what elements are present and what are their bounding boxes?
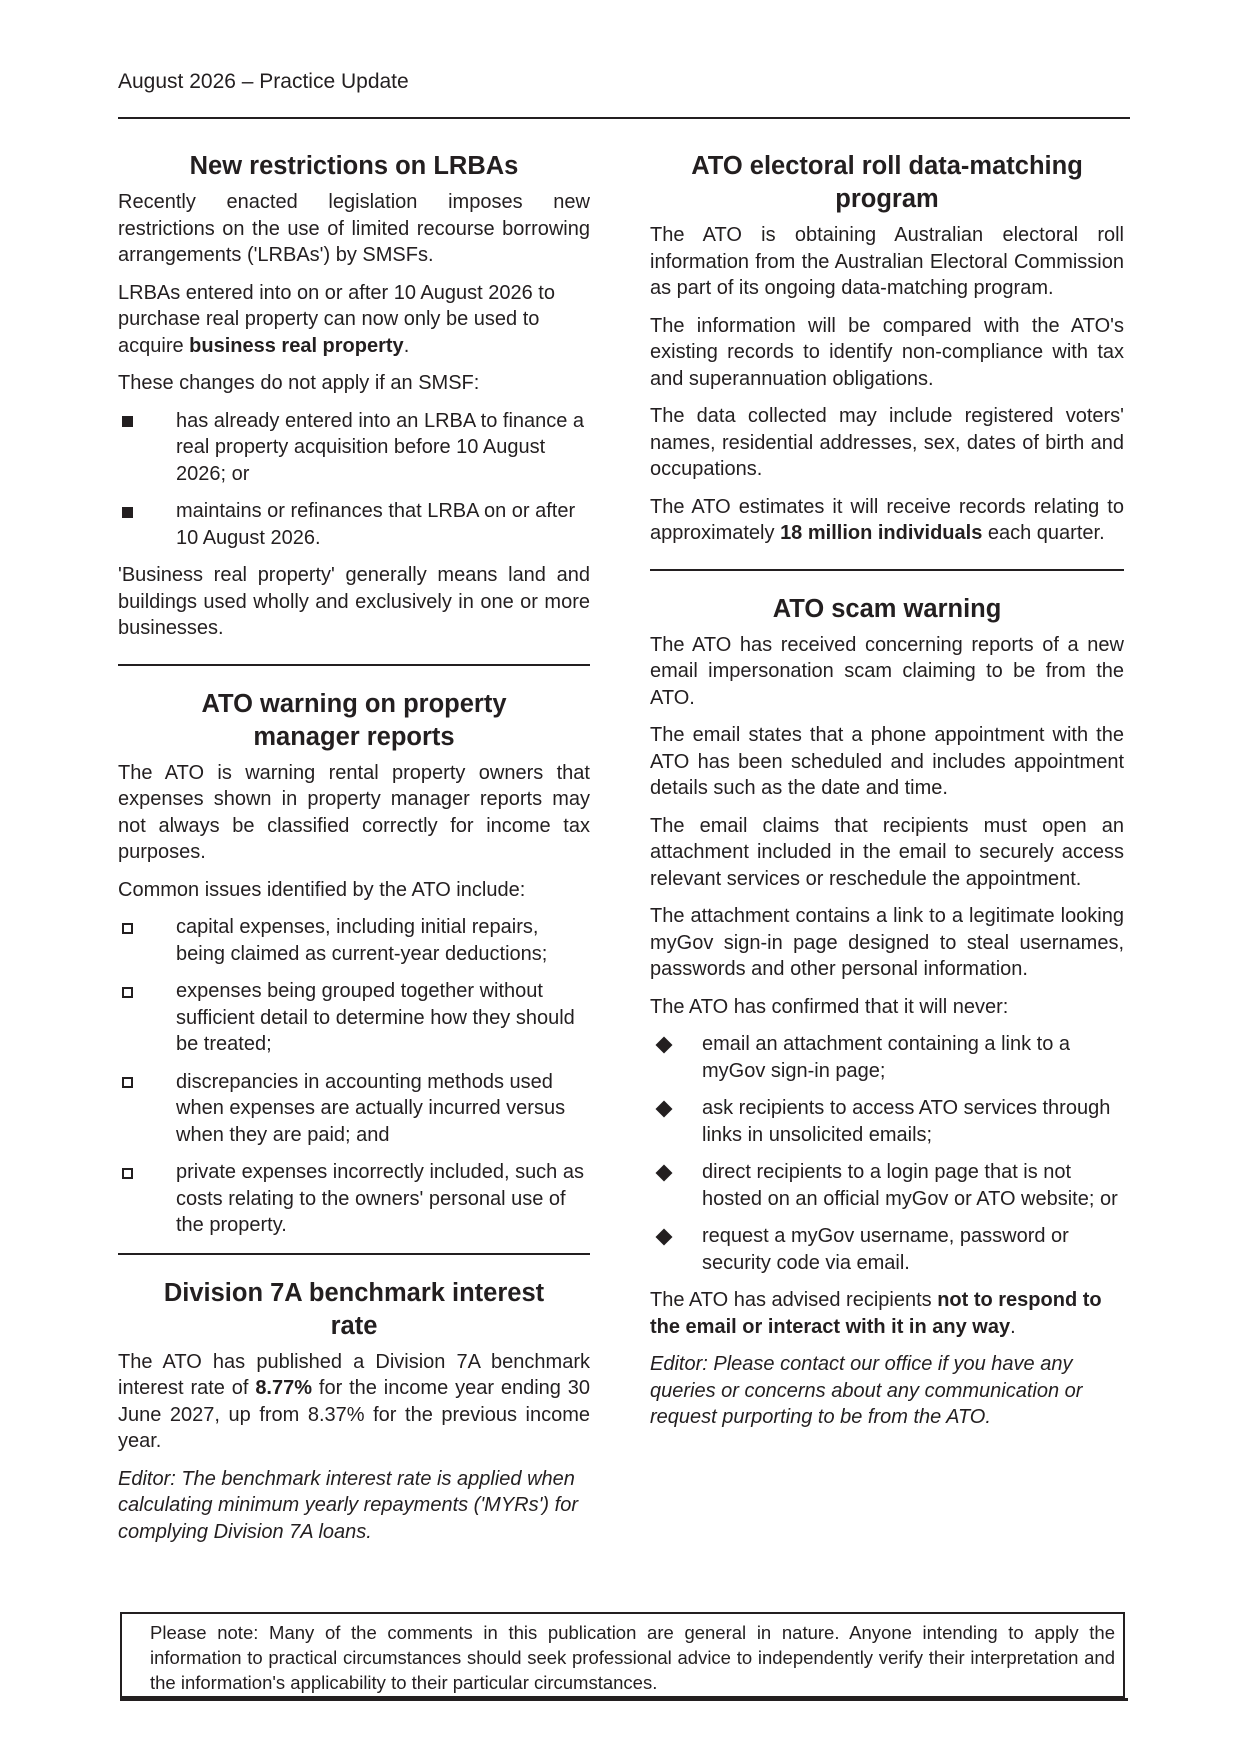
div7a-title: [118, 1277, 590, 1343]
checkbox-bullet-icon: [118, 914, 176, 967]
left-column: [118, 150, 590, 1556]
electoral-title-line-2: program: [835, 185, 939, 213]
list-item-text: capital expenses, including initial repairs, being claimed as current-year deductions;: [176, 916, 548, 965]
electoral-p4-bold: 18 million individuals: [780, 522, 983, 544]
property-title: [118, 688, 590, 754]
list-item: [650, 1223, 1124, 1276]
list-item: [118, 914, 590, 967]
electoral-title: [650, 150, 1124, 216]
list-item-text: email an attachment containing a link to a myGov sign-in page;: [702, 1033, 1070, 1082]
property-title-line-2: manager reports: [253, 722, 455, 751]
scam-p6-bold: not to respond to the email or interact with it in any way: [650, 1289, 1102, 1338]
electoral-paragraph-1: The ATO is obtaining Australian electoral roll information from the Australian Electoral Commission as part of its ongoing data-matching program.: [650, 224, 1124, 299]
diamond-bullet-icon: [650, 1159, 702, 1212]
electoral-paragraph-2: The information will be compared with the ATO's existing records to identify non-compliance with tax and superannuation obligations.: [650, 314, 1124, 390]
div7a-p1-end: for the income year ending 30 June 2027, up from 8.37% for the previous income year.: [118, 1377, 590, 1452]
electoral-paragraph-4: [650, 494, 1124, 547]
disclaimer-box: Please note: Many of the comments in this publication are general in nature. Anyone intending to apply the information to practical circumstances should seek professional advice to independently verify their interpretation and the information's applicability to their particular circumstances.: [120, 1612, 1125, 1698]
scam-title: ATO scam warning: [772, 594, 1002, 623]
scam-article: [650, 593, 1124, 1431]
scam-editor-note: Editor: Please contact our office if you have any queries or concerns about any communication or request purporting to be from the ATO.: [650, 1353, 1083, 1428]
electoral-p4-end: each quarter.: [982, 522, 1105, 544]
electoral-p4-text: The ATO estimates it will receive records relating to approximately: [650, 495, 1124, 544]
lrba-article: [118, 150, 590, 642]
div7a-p1-text: The ATO has published a Division 7A benchmark interest rate of: [118, 1350, 590, 1399]
scam-paragraph-2: The email states that a phone appointment with the ATO has been scheduled and includes appointment details such as the date and time.: [650, 724, 1124, 799]
div7a-title-line-1: Division 7A benchmark interest: [163, 1278, 545, 1307]
checkbox-bullet-icon: [118, 978, 176, 1058]
section-divider: [118, 1253, 590, 1255]
list-item: [650, 1159, 1124, 1212]
diamond-bullet-icon: [650, 1223, 702, 1276]
electoral-article: [650, 150, 1124, 547]
scam-list: [650, 1031, 1124, 1276]
list-item: [118, 978, 590, 1058]
list-item-text: private expenses incorrectly included, such as costs relating to the owners' personal use of the property.: [176, 1161, 584, 1236]
lrba-p2-end: .: [403, 334, 410, 357]
list-item: [118, 498, 590, 551]
scam-paragraph-5: The ATO has confirmed that it will never:: [650, 995, 1009, 1018]
scam-paragraph-6: [650, 1287, 1124, 1340]
property-title-line-1: ATO warning on property: [201, 689, 507, 718]
electoral-paragraph-3: The data collected may include registered voters' names, residential addresses, sex, dates of birth and occupations.: [650, 405, 1124, 480]
diamond-bullet-icon: [650, 1031, 702, 1084]
list-item: [118, 408, 590, 488]
lrba-title: New restrictions on LRBAs: [189, 152, 519, 180]
list-item-text: request a myGov username, password or security code via email.: [702, 1225, 1069, 1274]
square-bullet-icon: [118, 498, 176, 551]
square-bullet-icon: [118, 408, 176, 488]
section-divider: [118, 664, 590, 666]
scam-p6-text: The ATO has advised recipients: [650, 1289, 938, 1311]
lrba-paragraph-2: [118, 280, 590, 360]
property-paragraph-1: The ATO is warning rental property owners that expenses shown in property manager reports may not always be classified correctly for income tax purposes.: [118, 761, 590, 863]
checkbox-bullet-icon: [118, 1159, 176, 1239]
right-column: [650, 150, 1124, 1442]
lrba-p2-text: LRBAs entered into on or after 10 August 2026 to purchase real property can now only be used to acquire: [118, 281, 555, 357]
list-item-text: expenses being grouped together without sufficient detail to determine how they should be treated;: [176, 980, 575, 1055]
scam-p6-end: .: [1010, 1315, 1016, 1338]
property-paragraph-2: Common issues identified by the ATO include:: [118, 878, 526, 901]
scam-paragraph-1: The ATO has received concerning reports of a new email impersonation scam claiming to be from the ATO.: [650, 633, 1124, 709]
scam-paragraph-4: The attachment contains a link to a legitimate looking myGov sign-in page designed to steal usernames, passwords and other personal information.: [650, 905, 1124, 980]
lrba-paragraph-3: These changes do not apply if an SMSF:: [118, 372, 480, 394]
diamond-bullet-icon: [650, 1095, 702, 1148]
lrba-list: [118, 408, 590, 552]
div7a-title-line-2: rate: [330, 1311, 378, 1340]
list-item-text: has already entered into an LRBA to finance a real property acquisition before 10 August 2026; or: [176, 409, 585, 485]
property-list: [118, 914, 590, 1239]
lrba-paragraph-1: Recently enacted legislation imposes new restrictions on the use of limited recourse borrowing arrangements ('LRBAs') by SMSFs.: [118, 191, 590, 266]
list-item: [118, 1159, 590, 1239]
list-item-text: maintains or refinances that LRBA on or after 10 August 2026.: [176, 500, 576, 549]
div7a-editor-note: Editor: The benchmark interest rate is applied when calculating minimum yearly repayments ('MYRs') for complying Division 7A loans.: [118, 1467, 578, 1543]
div7a-rate: 8.77%: [255, 1377, 313, 1399]
property-article: [118, 688, 590, 1239]
checkbox-bullet-icon: [118, 1069, 176, 1149]
scam-paragraph-3: The email claims that recipients must open an attachment included in the email to securely access relevant services or reschedule the appointment.: [650, 814, 1124, 890]
div7a-paragraph-1: [118, 1349, 590, 1455]
electoral-title-line-1: ATO electoral roll data-matching: [691, 152, 1083, 180]
div7a-article: [118, 1277, 590, 1546]
lrba-paragraph-4: 'Business real property' generally means land and buildings used wholly and exclusively in one or more businesses.: [118, 564, 590, 639]
list-item: [118, 1069, 590, 1149]
list-item: [650, 1095, 1124, 1148]
header-divider: [118, 117, 1130, 119]
list-item: [650, 1031, 1124, 1084]
list-item-text: discrepancies in accounting methods used when expenses are actually incurred versus when they are paid; and: [176, 1070, 566, 1146]
lrba-p2-bold: business real property: [189, 334, 404, 357]
list-item-text: direct recipients to a login page that is not hosted on an official myGov or ATO website; or: [702, 1161, 1118, 1210]
page-header: August 2026 – Practice Update: [118, 70, 409, 93]
section-divider: [650, 569, 1124, 571]
list-item-text: ask recipients to access ATO services through links in unsolicited emails;: [702, 1097, 1111, 1146]
disclaimer-shadow: [120, 1698, 1128, 1701]
